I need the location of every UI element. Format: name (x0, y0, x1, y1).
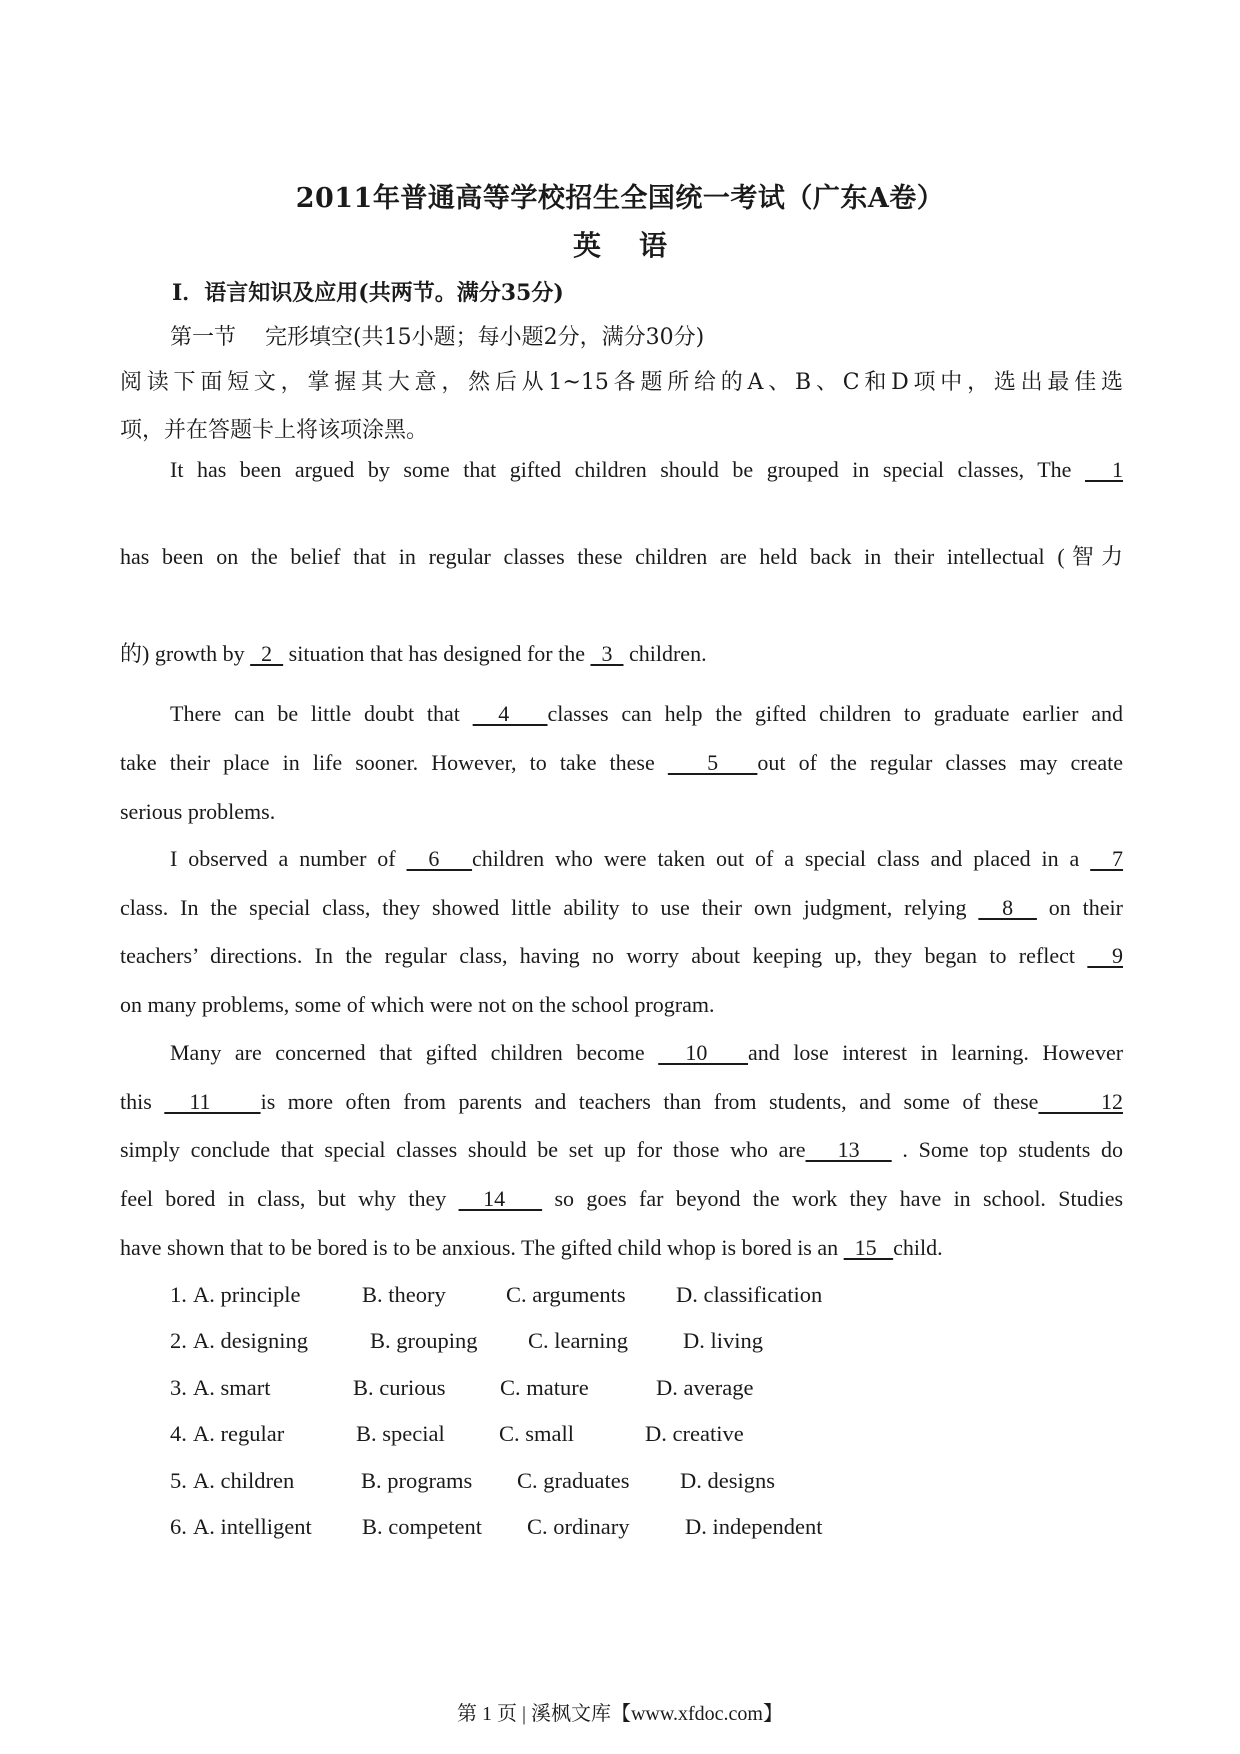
option-c: C. graduates (517, 1468, 630, 1493)
blank-4: 4 (472, 701, 548, 726)
passage-line (120, 846, 1123, 872)
option-a: A. intelligent (193, 1514, 312, 1539)
passage-line (120, 457, 1123, 483)
blank-9: 9 (1087, 943, 1124, 968)
option-d: D. creative (645, 1421, 744, 1446)
passage-text: have shown that to be bored is to be anxious. The gifted child whop is bored is an (120, 1235, 839, 1260)
question-number: 3. (170, 1375, 187, 1400)
option-b: B. theory (362, 1282, 446, 1307)
passage-text: . Some top students do (902, 1137, 1124, 1162)
question-number: 1. (170, 1282, 187, 1307)
passage-text: classes can help the gifted children to graduate earlier and (547, 701, 1124, 726)
option-b: B. programs (361, 1468, 473, 1493)
blank-15: 15 (843, 1235, 894, 1260)
option-b: B. competent (362, 1514, 482, 1539)
blank-14: 14 (458, 1186, 543, 1211)
blank-12: 12 (1038, 1089, 1124, 1114)
option-b: B. grouping (370, 1328, 478, 1353)
passage-line (120, 1137, 1123, 1163)
subject-title: 英语 (572, 229, 705, 262)
blank-7: 7 (1090, 846, 1124, 871)
passage-text: feel bored in class, but why they (120, 1186, 447, 1211)
instruction-line: 阅读下面短文，掌握其大意，然后从1~15各题所给的A、B、C和D项中，选出最佳选 (120, 370, 1123, 395)
passage-text: simply conclude that special classes should be set up for those who are (120, 1137, 806, 1162)
option-b: B. special (356, 1421, 445, 1446)
option-c: C. learning (528, 1328, 628, 1353)
passage-text: class. In the special class, they showed little ability to use their own judgment, relying (120, 895, 967, 920)
exam-title: 2011年普通高等学校招生全国统一考试（广东A卷） (295, 183, 945, 214)
part-heading: 第一节 完形填空(共15小题；每小题2分，满分30分) (170, 325, 705, 350)
blank-1: 1 (1084, 457, 1124, 482)
passage-text: is more often from parents and teachers than from students, and some of these (260, 1089, 1039, 1114)
passage-line: on many problems, some of which were not on the school program. (120, 992, 715, 1017)
option-a: A. smart (193, 1375, 271, 1400)
blank-5: 5 (667, 750, 758, 775)
passage-text: out of the regular classes may create (757, 750, 1124, 775)
option-c: C. arguments (506, 1282, 626, 1307)
passage-line (120, 1235, 943, 1261)
blank-6: 6 (406, 846, 473, 871)
option-c: C. mature (500, 1375, 589, 1400)
option-a: A. regular (193, 1421, 285, 1446)
passage-line (120, 1089, 1123, 1115)
blank-8: 8 (978, 895, 1037, 920)
option-d: D. independent (685, 1514, 823, 1539)
option-a: A. children (193, 1468, 295, 1493)
question-number: 5. (170, 1468, 187, 1493)
passage-text: this (120, 1089, 152, 1114)
option-d: D. average (656, 1375, 754, 1400)
passage-line (120, 895, 1123, 921)
blank-10: 10 (658, 1040, 748, 1065)
passage-text: I observed a number of (170, 846, 396, 871)
passage-line: serious problems. (120, 799, 276, 824)
passage-line (120, 750, 1123, 776)
option-c: C. small (499, 1421, 575, 1446)
passage-text: It has been argued by some that gifted children should be grouped in special classes, The (170, 457, 1072, 482)
passage-text: children who were taken out of a special class and placed in a (472, 846, 1080, 871)
passage-line (120, 637, 707, 668)
option-a: A. designing (193, 1328, 308, 1353)
passage-text: take their place in life sooner. However, to take these (120, 750, 655, 775)
blank-3: 3 (590, 641, 624, 666)
passage-text: child. (893, 1235, 943, 1260)
passage-text: There can be little doubt that (170, 701, 460, 726)
section-heading: Ⅰ．语言知识及应用(共两节。满分35分) (172, 280, 564, 306)
passage-line: has been on the belief that in regular classes these children are held back in their intellectual (智力 (120, 544, 1123, 569)
passage-text: children. (628, 641, 707, 666)
question-number: 2. (170, 1328, 187, 1353)
option-d: D. classification (676, 1282, 823, 1307)
question-number: 4. (170, 1421, 187, 1446)
passage-text: so goes far beyond the work they have in school. Studies (554, 1186, 1124, 1211)
passage-text: and lose interest in learning. However (748, 1040, 1124, 1065)
passage-text: on their (1048, 895, 1124, 920)
instruction-line: 项，并在答题卡上将该项涂黑。 (120, 418, 429, 443)
passage-text: situation that has designed for the (288, 641, 585, 666)
blank-2: 2 (250, 641, 284, 666)
option-d: D. living (683, 1328, 764, 1353)
blank-11: 11 (164, 1089, 261, 1114)
passage-line (120, 943, 1123, 969)
passage-text: teachers’ directions. In the regular class, having no worry about keeping up, they began to reflect (120, 943, 1075, 968)
page-footer: 第 1 页 | 溪枫文库【www.xfdoc.com】 (456, 1703, 783, 1725)
option-d: D. designs (680, 1468, 775, 1493)
question-number: 6. (170, 1514, 187, 1539)
passage-line (120, 1186, 1123, 1212)
passage-text: Many are concerned that gifted children become (170, 1040, 645, 1065)
option-b: B. curious (353, 1375, 446, 1400)
option-c: C. ordinary (527, 1514, 630, 1539)
passage-text: 的) growth by (120, 641, 245, 666)
option-a: A. principle (193, 1282, 301, 1307)
passage-line (120, 1040, 1123, 1066)
passage-line (120, 701, 1123, 727)
blank-13: 13 (805, 1137, 892, 1162)
